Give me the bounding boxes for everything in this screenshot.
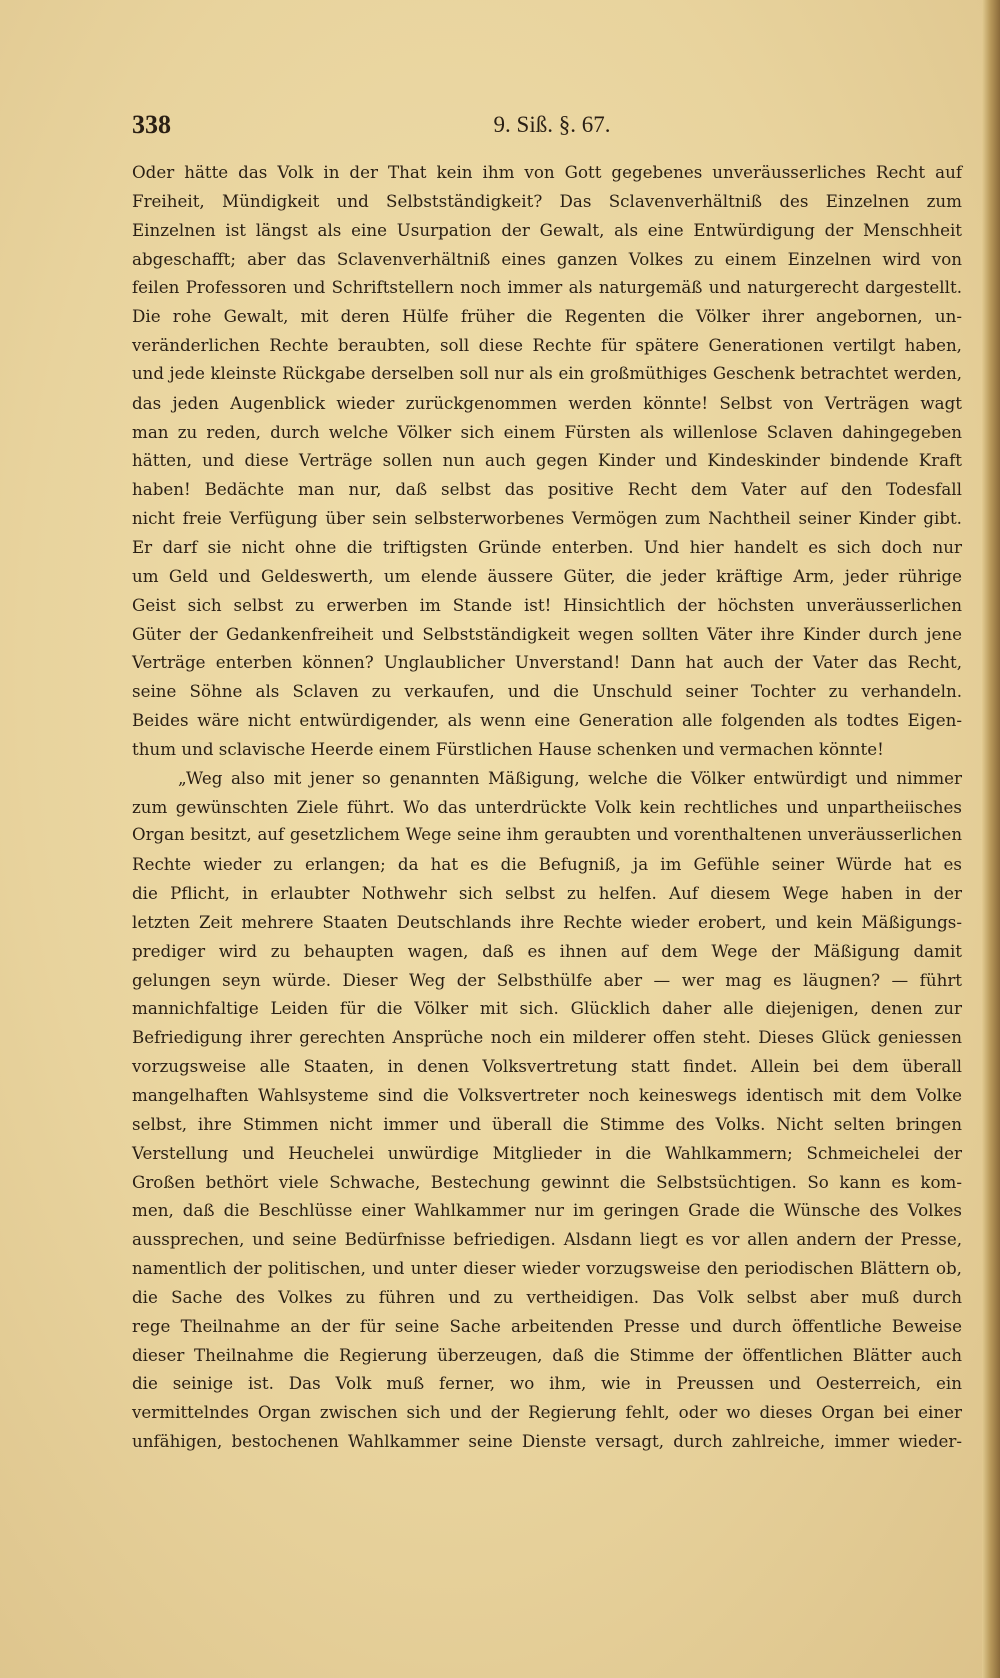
page-number: 338 <box>132 110 171 139</box>
text-line: Rechte wieder zu erlangen; da hat es die Befugniß, ja im Gefühle seiner Würde hat es <box>132 854 962 875</box>
text-line: Verstellung und Heuchelei unwürdige Mitglieder in die Wahlkammern; Schmeichelei der <box>132 1142 962 1163</box>
text-line: prediger wird zu behaupten wagen, daß es ihnen auf dem Wege der Mäßigung damit <box>132 940 962 961</box>
text-line: nicht freie Verfügung über sein selbsterworbenes Vermögen zum Nachtheil seiner Kinder gibt. <box>132 508 962 529</box>
text-line: feilen Professoren und Schriftstellern noch immer als naturgemäß und naturgerecht dargestellt. <box>132 277 962 298</box>
text-line: die seinige ist. Das Volk muß ferner, wo ihm, wie in Preussen und Oesterreich, ein <box>132 1373 962 1394</box>
text-line: die Pflicht, in erlaubter Nothwehr sich selbst zu helfen. Auf diesem Wege haben in der <box>132 883 962 904</box>
text-line: letzten Zeit mehrere Staaten Deutschlands ihre Rechte wieder erobert, und kein Mäßigungs- <box>132 911 962 932</box>
text-line: Güter der Gedankenfreiheit und Selbstständigkeit wegen sollten Väter ihre Kinder durch jene <box>132 623 962 644</box>
text-line: Einzelnen ist längst als eine Usurpation der Gewalt, als eine Entwürdigung der Menschheit <box>132 219 962 240</box>
text-line: abgeschafft; aber das Sclavenverhältniß eines ganzen Volkes zu einem Einzelnen wird von <box>132 248 962 269</box>
text-line: haben! Bedächte man nur, daß selbst das positive Recht dem Vater auf den Todesfall <box>132 479 962 500</box>
text-line: unfähigen, bestochenen Wahlkammer seine Dienste versagt, durch zahlreiche, immer wieder- <box>132 1431 962 1452</box>
text-line: das jeden Augenblick wieder zurückgenommen werden könnte! Selbst von Verträgen wagt <box>132 392 962 413</box>
text-line: Organ besitzt, auf gesetzlichem Wege seine ihm geraubten und vorenthaltenen unveräusserlichen <box>132 825 962 845</box>
text-line: Befriedigung ihrer gerechten Ansprüche noch ein milderer offen steht. Dieses Glück geniessen <box>132 1027 962 1048</box>
text-line: Verträge enterben können? Unglaublicher Unverstand! Dann hat auch der Vater das Recht, <box>132 652 962 673</box>
text-line: man zu reden, durch welche Völker sich einem Fürsten als willenlose Sclaven dahingegeben <box>132 421 962 442</box>
text-line: Die rohe Gewalt, mit deren Hülfe früher die Regenten die Völker ihrer angebornen, un- <box>132 306 962 327</box>
running-head: 9. Siß. §. 67. <box>493 112 611 137</box>
text-line: die Sache des Volkes zu führen und zu vertheidigen. Das Volk selbst aber muß durch <box>132 1286 962 1307</box>
paragraph-end-line: thum und sclavische Heerde einem Fürstlichen Hause schenken und vermachen könnte! <box>132 738 884 759</box>
body-text <box>132 158 962 1456</box>
text-line: gelungen seyn würde. Dieser Weg der Selbsthülfe aber — wer mag es läugnen? — führt <box>132 969 962 990</box>
text-line: Großen bethört viele Schwache, Bestechung gewinnt die Selbstsüchtigen. So kann es kom- <box>132 1171 962 1192</box>
text-line: Beides wäre nicht entwürdigender, als wenn eine Generation alle folgenden als todtes Eigen- <box>132 710 962 731</box>
text-line: Oder hätte das Volk in der That kein ihm von Gott gegebenes unveräusserliches Recht auf <box>132 162 962 182</box>
text-line: veränderlichen Rechte beraubten, soll diese Rechte für spätere Generationen vertilgt haben, <box>132 335 962 356</box>
text-line: aussprechen, und seine Bedürfnisse befriedigen. Alsdann liegt es vor allen andern der Presse, <box>132 1229 962 1250</box>
page-edge <box>982 0 1000 1678</box>
text-line: mangelhaften Wahlsysteme sind die Volksvertreter noch keineswegs identisch mit dem Volke <box>132 1085 962 1105</box>
text-line: Freiheit, Mündigkeit und Selbstständigkeit? Das Sclavenverhältniß des Einzelnen zum <box>132 190 962 211</box>
text-line: seine Söhne als Sclaven zu verkaufen, und die Unschuld seiner Tochter zu verhandeln. <box>132 681 962 702</box>
paragraph-start-line: „Weg also mit jener so genannten Mäßigung, welche die Völker entwürdigt und nimmer <box>178 767 962 788</box>
text-line: um Geld und Geldeswerth, um elende äussere Güter, die jeder kräftige Arm, jeder rührige <box>132 565 962 586</box>
text-line: selbst, ihre Stimmen nicht immer und überall die Stimme des Volks. Nicht selten bringen <box>132 1113 962 1134</box>
text-line: hätten, und diese Verträge sollen nun auch gegen Kinder und Kindeskinder bindende Kraft <box>132 450 962 471</box>
text-line: Er darf sie nicht ohne die triftigsten Gründe enterben. Und hier handelt es sich doch nur <box>132 536 962 557</box>
text-line: vorzugsweise alle Staaten, in denen Volksvertretung statt findet. Allein bei dem überall <box>132 1056 962 1077</box>
text-line: men, daß die Beschlüsse einer Wahlkammer nur im geringen Grade die Wünsche des Volkes <box>132 1200 962 1221</box>
text-line: zum gewünschten Ziele führt. Wo das unterdrückte Volk kein rechtliches und unpartheiisches <box>132 796 962 817</box>
text-line: rege Theilnahme an der für seine Sache arbeitenden Presse und durch öffentliche Beweise <box>132 1315 962 1336</box>
page-header <box>132 110 972 150</box>
text-line: mannichfaltige Leiden für die Völker mit sich. Glücklich daher alle diejenigen, denen zur <box>132 998 962 1019</box>
text-line: namentlich der politischen, und unter dieser wieder vorzugsweise den periodischen Blättern ob, <box>132 1258 962 1279</box>
text-line: dieser Theilnahme die Regierung überzeugen, daß die Stimme der öffentlichen Blätter auch <box>132 1344 962 1365</box>
text-line: vermittelndes Organ zwischen sich und der Regierung fehlt, oder wo dieses Organ bei einer <box>132 1402 962 1423</box>
text-line: und jede kleinste Rückgabe derselben soll nur als ein großmüthiges Geschenk betrachtet werden, <box>132 363 962 383</box>
text-line: Geist sich selbst zu erwerben im Stande ist! Hinsichtlich der höchsten unveräusserlichen <box>132 594 962 615</box>
